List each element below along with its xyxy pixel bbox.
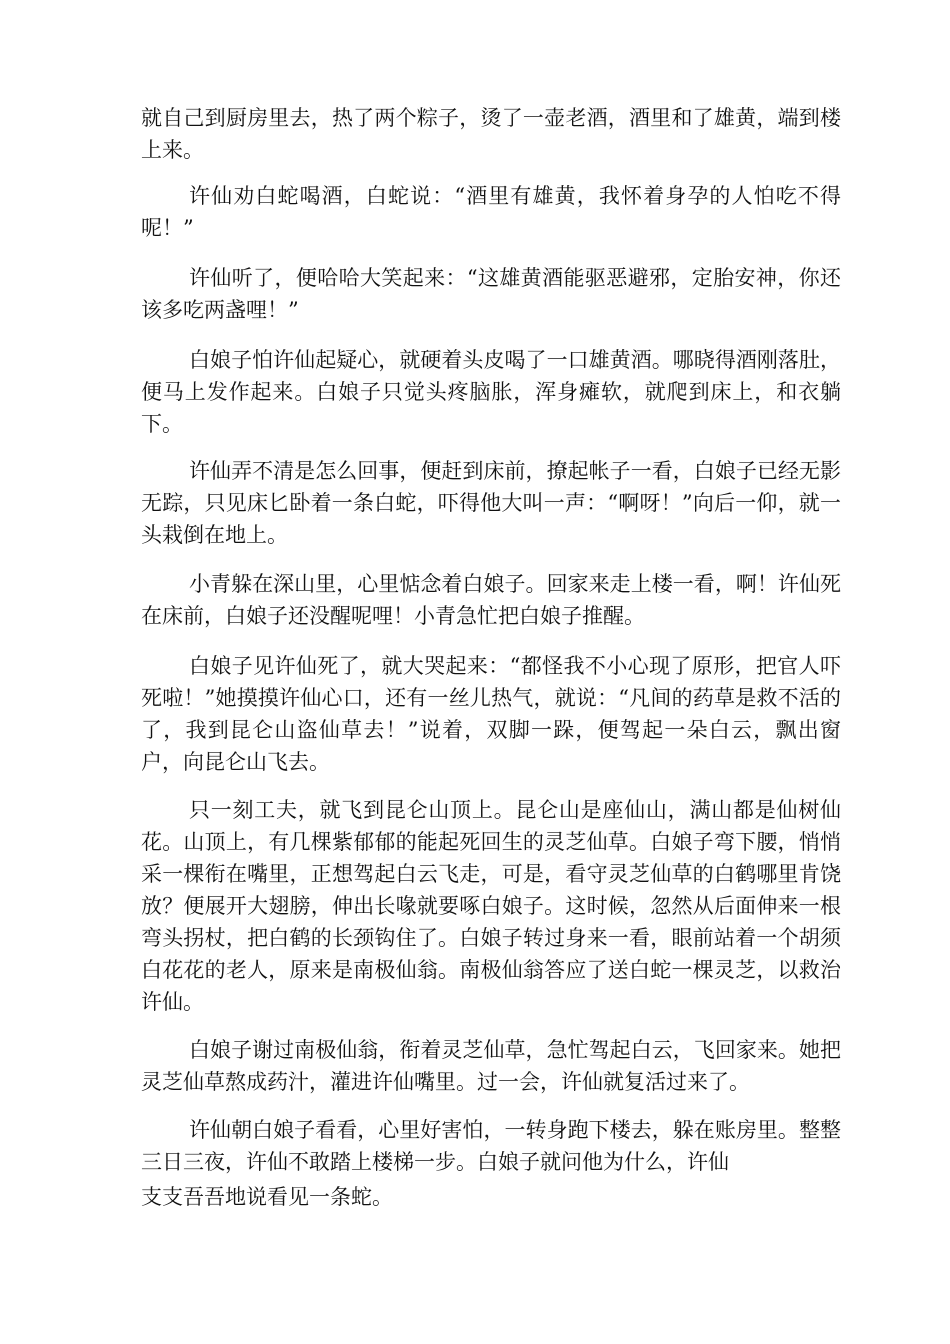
- paragraph-10: 许仙朝白娘子看看，心里好害怕，一转身跑下楼去，躲在账房里。整整三日三夜，许仙不敢踏上楼梯一步。白娘子就问他为什么，许仙: [141, 1118, 841, 1174]
- paragraph-4: 白娘子怕许仙起疑心，就硬着头皮喝了一口雄黄酒。哪晓得酒刚落肚，便马上发作起来。白娘子只觉头疼脑胀，浑身瘫软，就爬到床上，和衣躺下。: [141, 348, 841, 436]
- paragraph-6: 小青躲在深山里，心里惦念着白娘子。回家来走上楼一看，啊！许仙死在床前，白娘子还没醒呢哩！小青急忙把白娘子推醒。: [141, 572, 841, 628]
- paragraph-8: 只一刻工夫，就飞到昆仑山顶上。昆仑山是座仙山，满山都是仙树仙花。山顶上，有几棵紫郁郁的能起死回生的灵芝仙草。白娘子弯下腰，悄悄采一棵衔在嘴里，正想驾起白云飞走，可是，看守灵芝仙草的白鹤哪里肯饶放？便展开大翅膀，伸出长喙就要啄白娘子。这时候，忽然从后面伸来一根弯头拐杖，把白鹤的长颈钩住了。白娘子转过身来一看，眼前站着一个胡须白花花的老人，原来是南极仙翁。南极仙翁答应了送白蛇一棵灵芝，以救治许仙。: [141, 798, 841, 1014]
- paragraph-5: 许仙弄不清是怎么回事，便赶到床前，撩起帐子一看，白娘子已经无影无踪，只见床匕卧着一条白蛇，吓得他大叫一声：“啊呀！”向后一仰，就一头栽倒在地上。: [141, 459, 841, 547]
- paragraph-1: 就自己到厨房里去，热了两个粽子，烫了一壶老酒，酒里和了雄黄，端到楼上来。: [141, 106, 841, 162]
- paragraph-7: 白娘子见许仙死了，就大哭起来：“都怪我不小心现了原形，把官人吓死啦！”她摸摸许仙心口，还有一丝儿热气，就说：“凡间的药草是救不活的了，我到昆仑山盗仙草去！”说着，双脚一跺，便驾起一朵白云，飘出窗户，向昆仑山飞去。: [141, 654, 841, 774]
- paragraph-3: 许仙听了，便哈哈大笑起来：“这雄黄酒能驱恶避邪，定胎安神，你还该多吃两盏哩！”: [141, 266, 841, 322]
- paragraph-11: 支支吾吾地说看见一条蛇。: [141, 1185, 393, 1209]
- paragraph-2: 许仙劝白蛇喝酒，白蛇说：“酒里有雄黄，我怀着身孕的人怕吃不得呢！”: [141, 184, 841, 240]
- paragraph-9: 白娘子谢过南极仙翁，衔着灵芝仙草，急忙驾起白云，飞回家来。她把灵芝仙草熬成药汁，灌进许仙嘴里。过一会，许仙就复活过来了。: [141, 1038, 841, 1094]
